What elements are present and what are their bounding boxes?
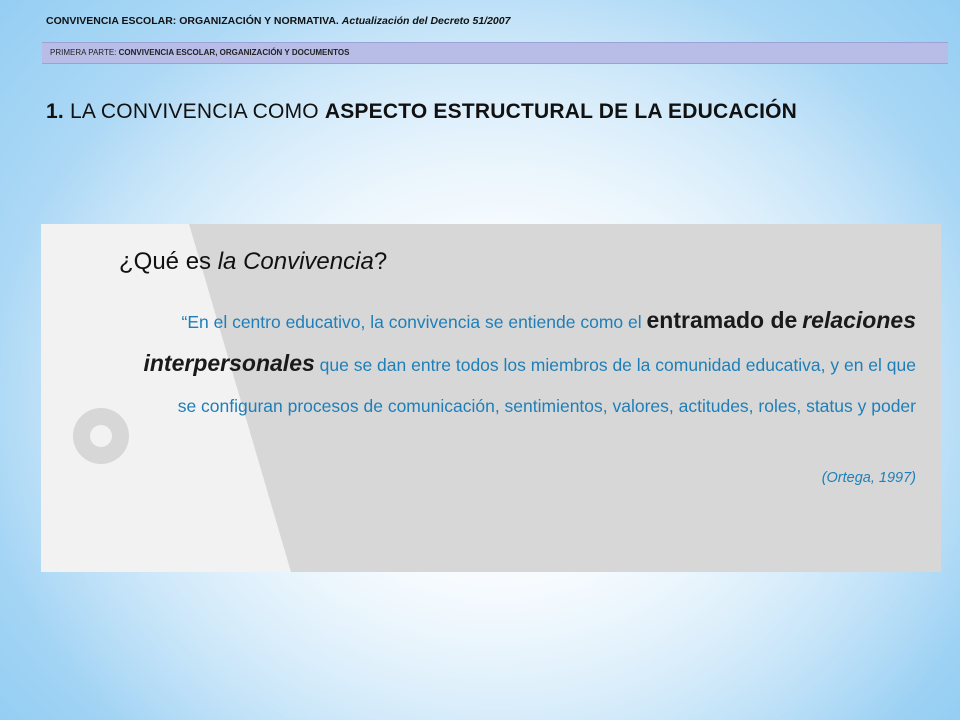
header-title: CONVIVENCIA ESCOLAR: ORGANIZACIÓN Y NORMATIVA. (46, 15, 339, 27)
definition-quote (130, 300, 916, 427)
question-start: ¿Qué es (119, 248, 218, 275)
section-heading-bold: ASPECTO ESTRUCTURAL DE LA EDUCACIÓN (324, 100, 797, 123)
section-heading (46, 100, 797, 124)
citation: (Ortega, 1997) (821, 470, 916, 486)
header-title-italic: Actualización del Decreto 51/2007 (341, 15, 511, 27)
question-end: ? (373, 248, 388, 275)
section-heading-plain: LA CONVIVENCIA COMO (63, 100, 325, 123)
subbar-bold: CONVIVENCIA ESCOLAR, ORGANIZACIÓN Y DOCUMENTOS (118, 48, 350, 57)
section-subbar (42, 42, 948, 64)
subbar-prefix: PRIMERA PARTE: (50, 48, 119, 57)
question-italic: la Convivencia (217, 248, 374, 275)
quote-part1: “En el centro educativo, la convivencia se entiende como el (181, 312, 647, 332)
quote-emphasis-2: relaciones interpersonales (143, 307, 916, 376)
quote-emphasis-1: entramado de (646, 307, 798, 333)
panel-question (119, 248, 387, 276)
decorative-dot (90, 425, 112, 447)
quote-part2: que se dan entre todos los miembros de la comunidad educativa, y en el que se configuran procesos de comunicación, sentimientos, valores, actitudes, roles, status y poder (177, 355, 916, 416)
document-header (46, 15, 510, 27)
section-number: 1. (46, 100, 64, 123)
